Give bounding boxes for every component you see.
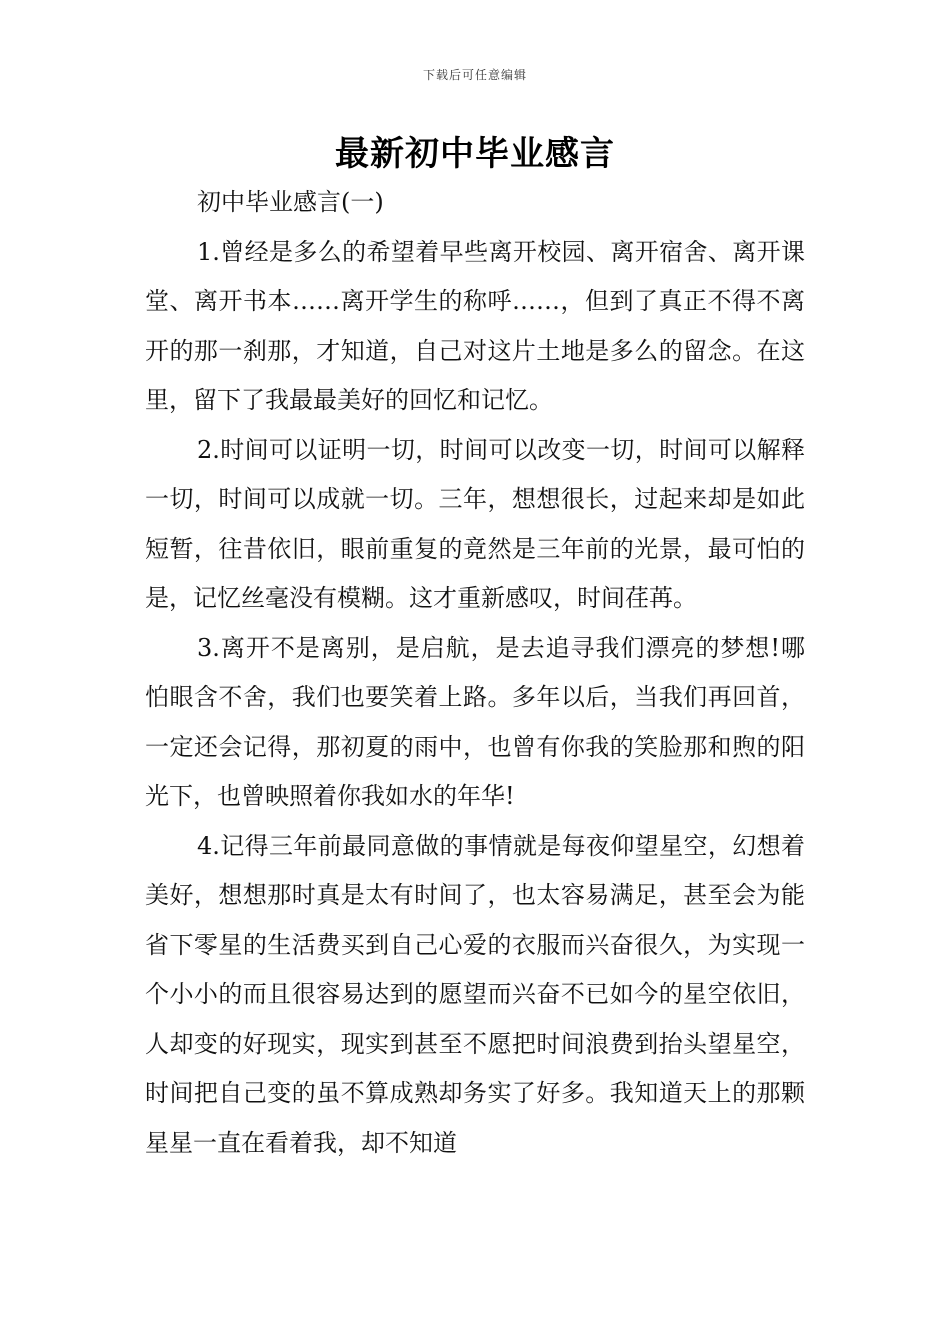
- paragraph-4: 4.记得三年前最同意做的事情就是每夜仰望星空，幻想着美好，想想那时真是太有时间了，也太容易满足，甚至会为能省下零星的生活费买到自己心爱的衣服而兴奋很久，为实现一个小小的而且很容易达到的愿望而兴奋不已如今的星空依旧，人却变的好现实，现实到甚至不愿把时间浪费到抬头望星空，时间把自己变的虽不算成熟却务实了好多。我知道天上的那颗星星一直在看着我，却不知道: [145, 831, 805, 1157]
- section-subtitle: 初中毕业感言(一): [197, 188, 384, 216]
- header-note: 下载后可任意编辑: [422, 68, 527, 82]
- document-title: 最新初中毕业感言: [335, 134, 615, 174]
- paragraph-2: 2.时间可以证明一切，时间可以改变一切，时间可以解释一切，时间可以成就一切。三年，想想很长，过起来却是如此短暂，往昔依旧，眼前重复的竟然是三年前的光景，最可怕的是，记忆丝毫没有模糊。这才重新感叹，时间荏苒。: [145, 435, 805, 612]
- document-body: [145, 178, 805, 1168]
- paragraph-1: 1.曾经是多么的希望着早些离开校园、离开宿舍、离开课堂、离开书本……离开学生的称呼……，但到了真正不得不离开的那一刹那，才知道，自己对这片土地是多么的留念。在这里，留下了我最最美好的回忆和记忆。: [145, 237, 805, 414]
- paragraph-3: 3.离开不是离别，是启航，是去追寻我们漂亮的梦想!哪怕眼含不舍，我们也要笑着上路。多年以后，当我们再回首，一定还会记得，那初夏的雨中，也曾有你我的笑脸那和煦的阳光下，也曾映照着你我如水的年华!: [145, 633, 805, 810]
